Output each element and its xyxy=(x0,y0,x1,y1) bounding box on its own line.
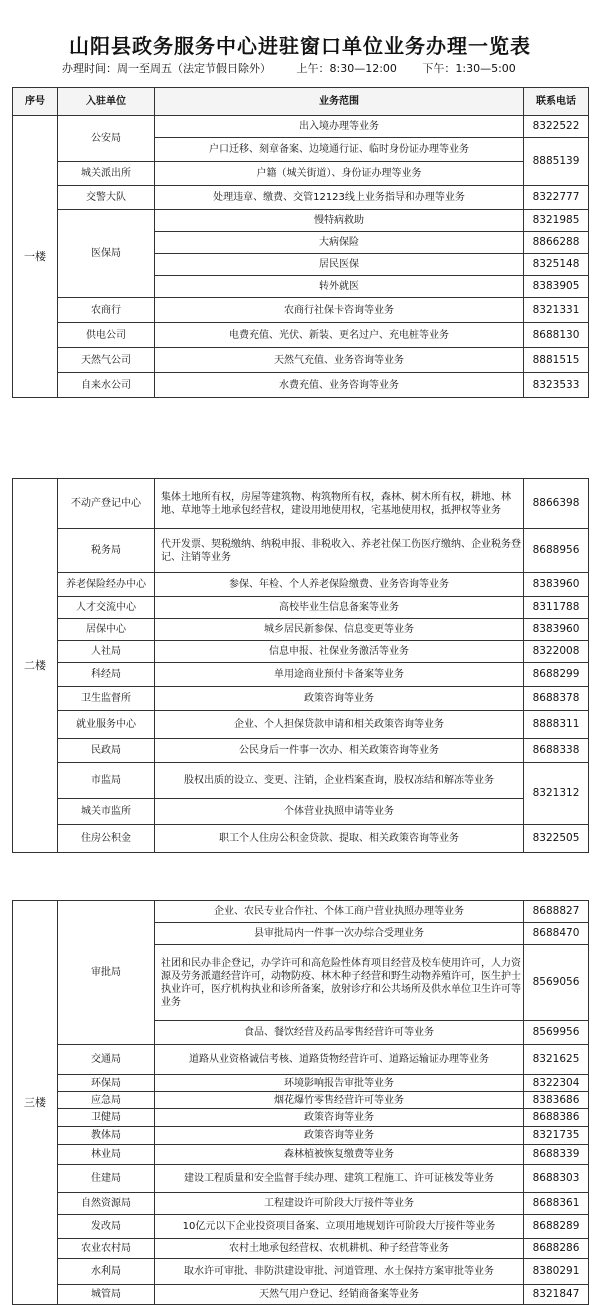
table-row xyxy=(13,1109,589,1127)
unit-cell: 养老保险经办中心 xyxy=(58,573,155,597)
phone-cell: 8866398 xyxy=(524,479,589,529)
phone-cell: 8688130 xyxy=(524,323,589,348)
phone-cell: 8383960 xyxy=(524,573,589,597)
unit-cell: 科经局 xyxy=(58,663,155,687)
scope-cell: 大病保险 xyxy=(155,232,524,254)
floor2-table xyxy=(12,478,589,853)
unit-cell: 住建局 xyxy=(58,1165,155,1193)
table-row xyxy=(13,529,589,573)
unit-cell: 就业服务中心 xyxy=(58,711,155,739)
phone-cell: 8383905 xyxy=(524,276,589,298)
table-row xyxy=(13,739,589,763)
scope-cell: 公民身后一件事一次办、相关政策咨询等业务 xyxy=(155,739,524,763)
unit-cell: 发改局 xyxy=(58,1215,155,1239)
unit-cell: 供电公司 xyxy=(58,323,155,348)
table-row xyxy=(13,763,589,799)
table-row xyxy=(13,825,589,853)
unit-cell: 城关派出所 xyxy=(58,162,155,186)
unit-cell: 自然资源局 xyxy=(58,1193,155,1215)
scope-cell: 参保、年检、个人养老保险缴费、业务咨询等业务 xyxy=(155,573,524,597)
hours-morning: 上午：8:30—12:00 xyxy=(296,62,397,75)
phone-cell: 8322522 xyxy=(524,116,589,138)
scope-cell: 道路从业资格诚信考核、道路货物经营许可、道路运输证办理等业务 xyxy=(155,1045,524,1075)
phone-cell: 8688386 xyxy=(524,1109,589,1127)
page-title: 山阳县政务服务中心进驻窗口单位业务办理一览表 xyxy=(69,34,531,58)
phone-cell: 8383960 xyxy=(524,619,589,641)
scope-cell: 森林植被恢复缴费等业务 xyxy=(155,1145,524,1165)
scope-cell: 处理违章、缴费、交管12123线上业务指导和办理等业务 xyxy=(155,186,524,210)
unit-cell: 水利局 xyxy=(58,1259,155,1285)
unit-cell: 交警大队 xyxy=(58,186,155,210)
table-row xyxy=(13,162,589,186)
unit-cell: 居保中心 xyxy=(58,619,155,641)
scope-cell: 户口迁移、刻章备案、边境通行证、临时身份证办理等业务 xyxy=(155,138,524,162)
scope-cell: 取水许可审批、非防洪建设审批、河道管理、水土保持方案审批等业务 xyxy=(155,1259,524,1285)
hours-afternoon: 下午：1:30—5:00 xyxy=(422,62,516,75)
floor-label: 二楼 xyxy=(13,479,58,853)
unit-cell: 住房公积金 xyxy=(58,825,155,853)
scope-cell: 个体营业执照申请等业务 xyxy=(155,799,524,825)
phone-cell: 8321735 xyxy=(524,1127,589,1145)
floor3-table xyxy=(12,900,589,1305)
scope-cell: 集体土地所有权，房屋等建筑物、构筑物所有权，森林、树木所有权，耕地、林地、草地等土地承包经营权，建设用地使用权，宅基地使用权，抵押权等业务 xyxy=(155,479,524,529)
scope-cell: 县审批局内一件事一次办综合受理业务 xyxy=(155,923,524,945)
scope-cell: 农村土地承包经营权、农机耕机、种子经营等业务 xyxy=(155,1239,524,1259)
unit-cell: 人才交流中心 xyxy=(58,597,155,619)
unit-cell: 交通局 xyxy=(58,1045,155,1075)
phone-cell: 8888311 xyxy=(524,711,589,739)
table-row xyxy=(13,1193,589,1215)
scope-cell: 企业、农民专业合作社、个体工商户营业执照办理等业务 xyxy=(155,901,524,923)
phone-cell: 8866288 xyxy=(524,232,589,254)
header-scope: 业务范围 xyxy=(155,88,524,116)
phone-cell: 8688299 xyxy=(524,663,589,687)
phone-cell: 8688303 xyxy=(524,1165,589,1193)
phone-cell: 8322008 xyxy=(524,641,589,663)
header-unit: 入驻单位 xyxy=(58,88,155,116)
phone-cell: 8321847 xyxy=(524,1285,589,1305)
header-no: 序号 xyxy=(13,88,58,116)
unit-cell: 城管局 xyxy=(58,1285,155,1305)
phone-cell: 8383686 xyxy=(524,1092,589,1109)
unit-cell: 不动产登记中心 xyxy=(58,479,155,529)
scope-cell: 居民医保 xyxy=(155,254,524,276)
phone-cell: 8323533 xyxy=(524,373,589,398)
phone-cell: 8688339 xyxy=(524,1145,589,1165)
unit-cell: 农业农村局 xyxy=(58,1239,155,1259)
unit-cell: 卫健局 xyxy=(58,1109,155,1127)
scope-cell: 社团和民办非企登记，办学许可和高危险性体育项目经营及校车使用许可，人力资源及劳务派遣经营许可，动物防疫、林木种子经营和野生动物养殖许可，医生护士执业许可，医疗机构执业和诊所备案，放射诊疗和公共场所及供水单位卫生许可等业务 xyxy=(155,945,524,1021)
unit-cell: 税务局 xyxy=(58,529,155,573)
phone-cell: 8321312 xyxy=(524,763,589,825)
header-phone: 联系电话 xyxy=(524,88,589,116)
scope-cell: 高校毕业生信息备案等业务 xyxy=(155,597,524,619)
phone-cell: 8688378 xyxy=(524,687,589,711)
table-row xyxy=(13,1239,589,1259)
table-row xyxy=(13,1285,589,1305)
table-row xyxy=(13,348,589,373)
scope-cell: 企业、个人担保贷款申请和相关政策咨询等业务 xyxy=(155,711,524,739)
table-row xyxy=(13,597,589,619)
unit-cell: 人社局 xyxy=(58,641,155,663)
scope-cell: 工程建设许可阶段大厅接件等业务 xyxy=(155,1193,524,1215)
table-row xyxy=(13,479,589,529)
phone-cell: 8688286 xyxy=(524,1239,589,1259)
table-row xyxy=(13,1092,589,1109)
scope-cell: 代开发票、契税缴纳、纳税申报、非税收入、养老社保工伤医疗缴纳、企业税务登记、注销等业务 xyxy=(155,529,524,573)
table-row xyxy=(13,799,589,825)
table-row xyxy=(13,1045,589,1075)
unit-cell: 自来水公司 xyxy=(58,373,155,398)
table-row xyxy=(13,1145,589,1165)
scope-cell: 天然气充值、业务咨询等业务 xyxy=(155,348,524,373)
scope-cell: 户籍（城关街道）、身份证办理等业务 xyxy=(155,162,524,186)
scope-cell: 农商行社保卡咨询等业务 xyxy=(155,298,524,323)
scope-cell: 水费充值、业务咨询等业务 xyxy=(155,373,524,398)
phone-cell: 8569956 xyxy=(524,1021,589,1045)
floor-label: 三楼 xyxy=(13,901,58,1305)
table-row xyxy=(13,573,589,597)
phone-cell: 8325148 xyxy=(524,254,589,276)
table-row xyxy=(13,298,589,323)
scope-cell: 慢特病救助 xyxy=(155,210,524,232)
unit-cell: 教体局 xyxy=(58,1127,155,1145)
phone-cell: 8321985 xyxy=(524,210,589,232)
scope-cell: 电费充值、光伏、新装、更名过户、充电桩等业务 xyxy=(155,323,524,348)
table-row xyxy=(13,1259,589,1285)
phone-cell: 8311788 xyxy=(524,597,589,619)
scope-cell: 烟花爆竹零售经营许可等业务 xyxy=(155,1092,524,1109)
phone-cell: 8569056 xyxy=(524,945,589,1021)
scope-cell: 食品、餐饮经营及药品零售经营许可等业务 xyxy=(155,1021,524,1045)
unit-cell: 民政局 xyxy=(58,739,155,763)
phone-cell: 8380291 xyxy=(524,1259,589,1285)
table-row xyxy=(13,663,589,687)
phone-cell: 8321625 xyxy=(524,1045,589,1075)
unit-cell: 环保局 xyxy=(58,1075,155,1092)
scope-cell: 信息申报、社保业务激活等业务 xyxy=(155,641,524,663)
unit-cell: 农商行 xyxy=(58,298,155,323)
scope-cell: 政策咨询等业务 xyxy=(155,1109,524,1127)
table-row xyxy=(13,619,589,641)
phone-cell: 8881515 xyxy=(524,348,589,373)
unit-cell: 公安局 xyxy=(58,116,155,162)
floor1-table xyxy=(12,87,589,398)
scope-cell: 股权出质的设立、变更、注销，企业档案查询，股权冻结和解冻等业务 xyxy=(155,763,524,799)
table-row xyxy=(13,1127,589,1145)
table-row xyxy=(13,323,589,348)
unit-cell: 天然气公司 xyxy=(58,348,155,373)
phone-cell: 8688289 xyxy=(524,1215,589,1239)
table-row xyxy=(13,116,589,138)
hours-label: 办理时间：周一至周五（法定节假日除外） xyxy=(62,62,271,75)
phone-cell: 8688361 xyxy=(524,1193,589,1215)
unit-cell: 医保局 xyxy=(58,210,155,298)
scope-cell: 政策咨询等业务 xyxy=(155,1127,524,1145)
floor-label: 一楼 xyxy=(13,116,58,398)
table-row xyxy=(13,1075,589,1092)
scope-cell: 单用途商业预付卡备案等业务 xyxy=(155,663,524,687)
unit-cell: 卫生监督所 xyxy=(58,687,155,711)
unit-cell: 林业局 xyxy=(58,1145,155,1165)
scope-cell: 环境影响报告审批等业务 xyxy=(155,1075,524,1092)
phone-cell: 8322505 xyxy=(524,825,589,853)
phone-cell: 8688338 xyxy=(524,739,589,763)
table-row xyxy=(13,210,589,232)
table-row xyxy=(13,641,589,663)
phone-cell: 8321331 xyxy=(524,298,589,323)
phone-cell: 8688827 xyxy=(524,901,589,923)
table-row xyxy=(13,687,589,711)
unit-cell: 应急局 xyxy=(58,1092,155,1109)
table-row xyxy=(13,901,589,923)
table-header xyxy=(13,88,589,116)
phone-cell: 8688956 xyxy=(524,529,589,573)
phone-cell: 8322777 xyxy=(524,186,589,210)
scope-cell: 天然气用户登记、经销商备案等业务 xyxy=(155,1285,524,1305)
table-row xyxy=(13,186,589,210)
scope-cell: 政策咨询等业务 xyxy=(155,687,524,711)
table-row xyxy=(13,1165,589,1193)
unit-cell: 城关市监所 xyxy=(58,799,155,825)
scope-cell: 建设工程质量和安全监督手续办理、建筑工程施工、许可证核发等业务 xyxy=(155,1165,524,1193)
unit-cell: 市监局 xyxy=(58,763,155,799)
table-row xyxy=(13,711,589,739)
office-hours xyxy=(62,60,538,76)
phone-cell: 8885139 xyxy=(524,138,589,186)
table-row xyxy=(13,1215,589,1239)
scope-cell: 10亿元以下企业投资项目备案、立项用地规划许可阶段大厅接件等业务 xyxy=(155,1215,524,1239)
unit-cell: 审批局 xyxy=(58,901,155,1045)
scope-cell: 出入境办理等业务 xyxy=(155,116,524,138)
scope-cell: 城乡居民新参保、信息变更等业务 xyxy=(155,619,524,641)
phone-cell: 8688470 xyxy=(524,923,589,945)
phone-cell: 8322304 xyxy=(524,1075,589,1092)
scope-cell: 职工个人住房公积金贷款、提取、相关政策咨询等业务 xyxy=(155,825,524,853)
scope-cell: 转外就医 xyxy=(155,276,524,298)
table-row xyxy=(13,373,589,398)
